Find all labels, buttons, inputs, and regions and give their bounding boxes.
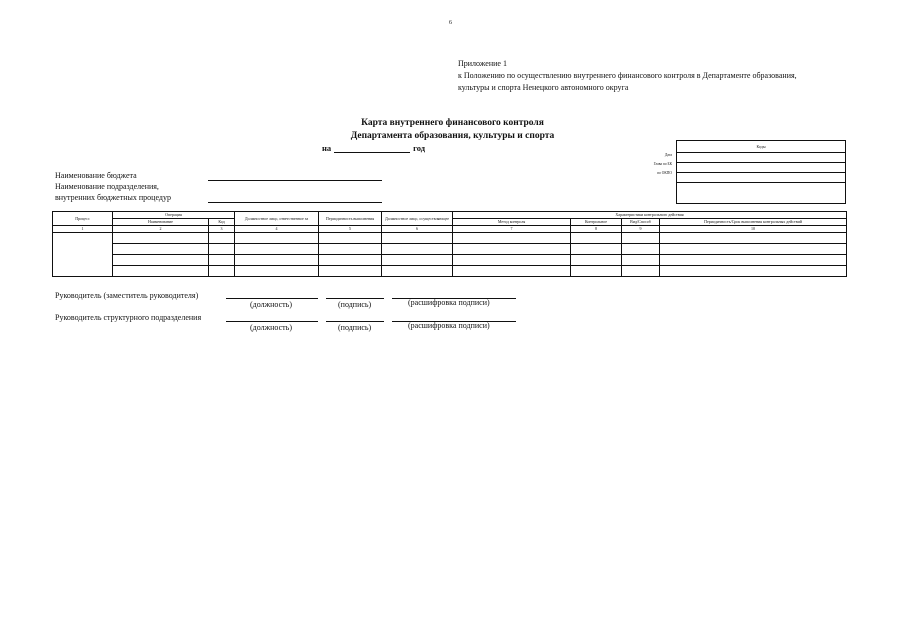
code-label-date: Дата [664, 153, 672, 157]
table-cell [209, 255, 235, 266]
th-executor: Должностное лицо, осуществляющее [382, 212, 453, 226]
table-cell [319, 244, 382, 255]
code-cell-okpo [677, 173, 845, 183]
unit-head-position-caption: (должность) [250, 323, 292, 332]
unit-name-field [208, 202, 382, 203]
th-responsible: Должностное лицо, ответственное за [235, 212, 319, 226]
header-fields [55, 170, 171, 203]
unit-head-signature-caption: (подпись) [338, 323, 372, 332]
period-line [322, 143, 425, 153]
unit-head-position-line [226, 321, 318, 322]
table-cell [660, 233, 847, 244]
table-cell [319, 233, 382, 244]
table-cell [53, 233, 113, 277]
code-label-chapter: Глава по БК [653, 162, 672, 166]
unit-name-label-1: Наименование подразделения, [55, 182, 159, 191]
table-cell [453, 255, 571, 266]
col-num: 1 [53, 226, 113, 233]
table-cell [382, 244, 453, 255]
col-num: 2 [113, 226, 209, 233]
control-table [52, 211, 847, 277]
head-position-line [226, 298, 318, 299]
unit-head-decoding-caption: (расшифровка подписи) [408, 321, 490, 330]
th-type-method: Вид/Способ [622, 219, 660, 226]
th-controlling: Контрольное [571, 219, 622, 226]
table-cell [113, 255, 209, 266]
budget-name-label: Наименование бюджета [55, 171, 137, 180]
table-cell [622, 255, 660, 266]
table-cell [571, 255, 622, 266]
codes-box [676, 140, 846, 204]
table-cell [209, 244, 235, 255]
table-cell [622, 244, 660, 255]
table-cell [209, 266, 235, 277]
table-cell [209, 233, 235, 244]
table-cell [235, 233, 319, 244]
col-num: 8 [571, 226, 622, 233]
head-position-caption: (должность) [250, 300, 292, 309]
period-suffix: год [413, 143, 426, 153]
table-row [53, 266, 847, 277]
table-cell [382, 255, 453, 266]
th-method: Метод контроля [453, 219, 571, 226]
codes-labels [600, 151, 672, 178]
appendix-line-1: Приложение 1 [458, 59, 507, 68]
table-cell [319, 255, 382, 266]
table-cell [319, 266, 382, 277]
unit-head-signature-line [326, 321, 384, 322]
table-cell [571, 233, 622, 244]
table-cell [113, 244, 209, 255]
code-cell-date [677, 153, 845, 163]
table-cell [113, 233, 209, 244]
table-cell [453, 244, 571, 255]
table-row [53, 255, 847, 266]
code-cell-chapter [677, 163, 845, 173]
appendix-line-2: к Положению по осуществлению внутреннего финансового контроля в Департаменте образования, [458, 71, 797, 80]
col-num: 10 [660, 226, 847, 233]
table-cell [622, 266, 660, 277]
period-prefix: на [322, 143, 332, 153]
code-label-okpo: по ОКПО [657, 171, 672, 175]
table-row [53, 244, 847, 255]
th-characteristics: Характеристики контрольного действия [453, 212, 847, 219]
col-num: 7 [453, 226, 571, 233]
title-line-1: Карта внутреннего финансового контроля [361, 118, 544, 128]
table-cell [235, 244, 319, 255]
table-cell [660, 255, 847, 266]
th-operations: Операция [113, 212, 235, 219]
table-cell [235, 266, 319, 277]
table-cell [571, 244, 622, 255]
head-signature-caption: (подпись) [338, 300, 372, 309]
th-op-code: Код [209, 219, 235, 226]
table-cell [660, 244, 847, 255]
table-cell [453, 233, 571, 244]
appendix-note [458, 58, 797, 94]
table-cell [113, 266, 209, 277]
table-cell [453, 266, 571, 277]
unit-name-label-2: внутренних бюджетных процедур [55, 193, 171, 202]
table-row [53, 233, 847, 244]
appendix-line-3: культуры и спорта Ненецкого автономного округа [458, 83, 629, 92]
table-cell [235, 255, 319, 266]
period-blank [334, 143, 410, 153]
page-number: 6 [449, 20, 452, 26]
head-signature-line [326, 298, 384, 299]
unit-head-signature-label: Руководитель структурного подразделения [55, 313, 202, 322]
col-num: 4 [235, 226, 319, 233]
table-cell [382, 266, 453, 277]
col-num: 5 [319, 226, 382, 233]
col-num: 9 [622, 226, 660, 233]
th-process: Процесс [53, 212, 113, 226]
col-num: 3 [209, 226, 235, 233]
th-period-deadline: Периодичность/Срок выполнения контрольных действий [660, 219, 847, 226]
th-op-name: Наименование [113, 219, 209, 226]
head-decoding-caption: (расшифровка подписи) [408, 298, 490, 307]
col-num: 6 [382, 226, 453, 233]
table-cell [622, 233, 660, 244]
th-periodicity: Периодичность выполнения [319, 212, 382, 226]
table-cell [571, 266, 622, 277]
head-signature-label: Руководитель (заместитель руководителя) [55, 291, 199, 300]
codes-header: Коды [677, 141, 845, 153]
table-cell [660, 266, 847, 277]
title-line-2: Департамента образования, культуры и спорта [350, 131, 555, 141]
budget-name-field [208, 180, 382, 181]
table-cell [382, 233, 453, 244]
